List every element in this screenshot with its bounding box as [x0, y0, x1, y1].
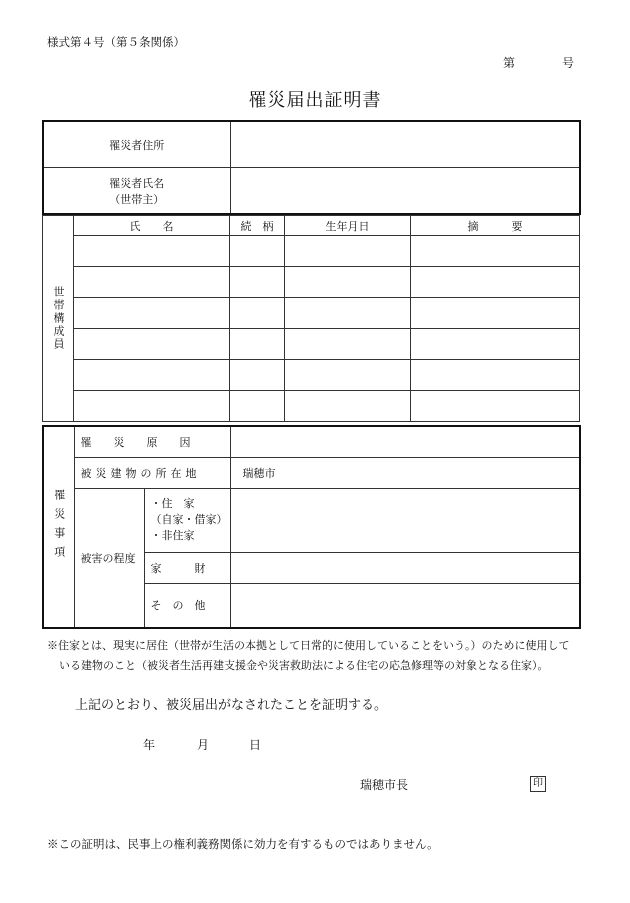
member-birthdate-cell[interactable]	[285, 391, 411, 422]
doc-number-go: 号	[562, 56, 575, 70]
column-remarks: 摘 要	[411, 216, 580, 236]
member-birthdate-cell[interactable]	[285, 329, 411, 360]
date-month-label: 月	[197, 738, 210, 752]
member-remarks-cell[interactable]	[411, 360, 580, 391]
cause-field[interactable]	[230, 426, 580, 457]
name-field[interactable]	[230, 168, 580, 215]
member-relation-cell[interactable]	[230, 360, 285, 391]
member-remarks-cell[interactable]	[411, 267, 580, 298]
cause-label: 罹 災 原 因	[74, 426, 230, 457]
member-birthdate-cell[interactable]	[285, 298, 411, 329]
household-section-label: 世帯構成員	[43, 216, 74, 422]
name-label	[43, 168, 230, 215]
date-year-label: 年	[143, 738, 156, 752]
member-name-cell[interactable]	[74, 360, 230, 391]
footnote-line1: ※住家とは、現実に居住（世帯が生活の本拠として日常的に使用していることをいう。）のために使用して	[47, 639, 570, 652]
damage-section-label: 罹災事項	[43, 426, 74, 628]
name-label-line2: （世帯主）	[109, 192, 165, 206]
house-label	[144, 488, 230, 552]
member-name-cell[interactable]	[74, 267, 230, 298]
table-row	[43, 391, 580, 422]
member-relation-cell[interactable]	[230, 329, 285, 360]
member-remarks-cell[interactable]	[411, 236, 580, 267]
seal-mark: 印	[530, 776, 546, 792]
table-row	[43, 236, 580, 267]
name-label-line1: 罹災者氏名	[109, 176, 165, 190]
member-relation-cell[interactable]	[230, 391, 285, 422]
applicant-table	[42, 120, 581, 215]
certification-statement: 上記のとおり、被災届出がなされたことを証明する。	[75, 698, 388, 713]
house-label-line2: （自家・借家）	[150, 513, 228, 526]
household-goods-field[interactable]	[230, 552, 580, 583]
column-relation: 続 柄	[230, 216, 285, 236]
house-field[interactable]	[230, 488, 580, 552]
footnote-line2: いる建物のこと（被災者生活再建支援金や災害救助法による住宅の応急修理等の対象となる住家）。	[59, 659, 549, 672]
disclaimer: ※この証明は、民事上の権利義務関係に効力を有するものではありません。	[47, 837, 439, 851]
member-relation-cell[interactable]	[230, 298, 285, 329]
member-name-cell[interactable]	[74, 298, 230, 329]
member-name-cell[interactable]	[74, 391, 230, 422]
column-name: 氏 名	[74, 216, 230, 236]
location-field[interactable]: 瑞穂市	[230, 457, 580, 488]
residence-footnote	[47, 636, 587, 676]
house-label-line3: ・非住家	[150, 529, 195, 542]
table-row	[43, 267, 580, 298]
document-title: 罹災届出証明書	[248, 90, 382, 111]
table-row	[43, 360, 580, 391]
household-goods-label: 家 財	[144, 552, 230, 583]
doc-number-dai: 第	[503, 56, 516, 70]
member-birthdate-cell[interactable]	[285, 236, 411, 267]
member-name-cell[interactable]	[74, 236, 230, 267]
table-row	[43, 298, 580, 329]
location-label: 被災建物の所在地	[74, 457, 230, 488]
member-remarks-cell[interactable]	[411, 298, 580, 329]
other-field[interactable]	[230, 583, 580, 628]
member-birthdate-cell[interactable]	[285, 360, 411, 391]
member-remarks-cell[interactable]	[411, 391, 580, 422]
member-relation-cell[interactable]	[230, 267, 285, 298]
extent-label: 被害の程度	[74, 488, 144, 628]
table-row	[43, 329, 580, 360]
member-remarks-cell[interactable]	[411, 329, 580, 360]
member-name-cell[interactable]	[74, 329, 230, 360]
date-day-label: 日	[249, 738, 262, 752]
other-label: そ の 他	[144, 583, 230, 628]
member-birthdate-cell[interactable]	[285, 267, 411, 298]
address-label: 罹災者住所	[43, 121, 230, 168]
house-label-line1: ・住 家	[150, 497, 195, 510]
damage-table	[42, 425, 581, 629]
household-table	[42, 215, 580, 422]
column-birthdate: 生年月日	[285, 216, 411, 236]
mayor-signature: 瑞穂市長	[360, 778, 409, 792]
address-field[interactable]	[230, 121, 580, 168]
member-relation-cell[interactable]	[230, 236, 285, 267]
form-number: 様式第４号（第５条関係）	[47, 35, 185, 49]
